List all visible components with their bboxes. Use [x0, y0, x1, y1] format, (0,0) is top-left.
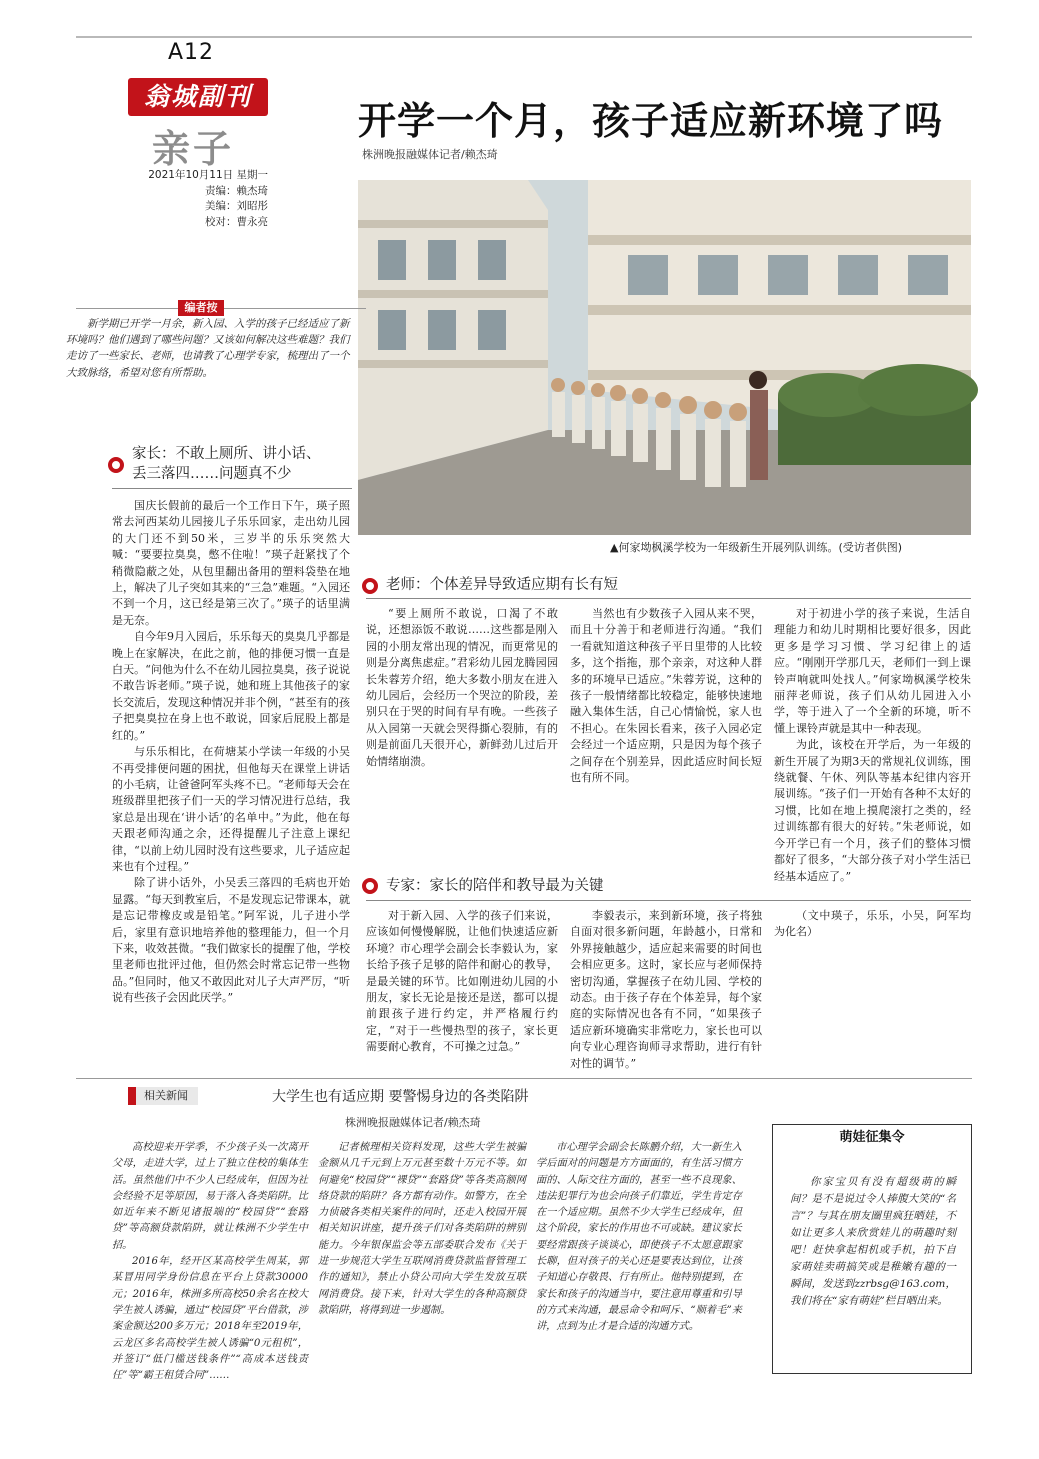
section3-col3: [774, 908, 971, 1038]
related-news-title: 大学生也有适应期 要警惕身边的各类陷阱: [272, 1089, 529, 1105]
paragraph: 当然也有少数孩子入园从来不哭，而且十分善于和老师进行沟通。“我们一看就知道这种孩子平日里带的人比较多，这个指拖，那个亲亲，对这种人群多的环境早已适应。”朱蓉芳说，这种的孩子一般情绪都比较稳定，能够快速地融入集体生活，自己心情愉悦，家人也不担心。在朱园长看来，孩子入园必定会经过一个适应期，只是因为每个孩子之间存在个别差异，因此适应时间长短也有所不同。: [570, 607, 762, 785]
section3-col1: [366, 908, 558, 1054]
school-courtyard-image: [358, 180, 971, 535]
paragraph: 对于初进小学的孩子来说，生活自理能力和幼儿时期相比要好很多，因此更多是学习习惯、学习纪律上的适应。“刚刚开学那几天，老师们一到上课铃声响就叫处找人。”何家坳枫溪学校朱丽萍老师说，孩子们从幼儿园进入小学，等于进入了一个全新的环境，听不懂上课铃声就是其中一种表现。: [774, 607, 971, 735]
paragraph: 对于新入园、入学的孩子们来说，应该如何慢慢解脱，让他们快速适应新环境？市心理学会副会长李毅认为，家长给予孩子足够的陪伴和耐心的教导，是最关键的环节。比如刚进幼儿园的小朋友，家长无论是接还是送，都可以提前跟孩子进行约定，并严格履行约定，“对于一些慢热型的孩子，家长更需要耐心教育，不可操之过急。”: [366, 909, 558, 1054]
paragraph: 为此，该校在开学后，为一年级的新生开展了为期3天的常规礼仪训练，围绕就餐、午休、列队等基本纪律内容开展训练。“孩子们一开始有各种不太好的习惯，比如在地上摸爬滚打之类的，经过训练都有很大的好转。”朱老师说，如今开学已有一个月，孩子们的整体习惯都好了很多，“大部分孩子对小学生活已经基本适应了。”: [774, 738, 971, 883]
related-news-col1: [112, 1140, 308, 1392]
section3-rule: [366, 900, 971, 901]
editor-note-tag: 编者按: [178, 300, 224, 316]
section2-col2: [570, 606, 762, 846]
paragraph: （文中瑛子，乐乐，小吴，阿军均为化名）: [774, 909, 971, 939]
proofreader-credit: 校对：曹永亮: [205, 215, 268, 228]
related-news-tag: 相关新闻: [128, 1087, 198, 1105]
related-news-rule: [76, 1078, 972, 1079]
page-number: A12: [168, 40, 215, 65]
section1-body: [112, 498, 350, 1038]
brand-logo: 翁城副刊: [128, 78, 268, 116]
section3-col2: [570, 908, 762, 1070]
article-headline: 开学一个月，孩子适应新环境了吗: [358, 99, 944, 143]
section1-rule: [112, 488, 352, 489]
top-rule: [76, 36, 972, 38]
section2-heading: 老师：个体差异导致适应期有长有短: [386, 577, 618, 593]
article-byline: 株洲晚报融媒体记者/赖杰琦: [362, 148, 498, 161]
paragraph: 国庆长假前的最后一个工作日下午，瑛子照常去河西某幼儿园接儿子乐乐回家，走出幼儿园的大门还不到50米，三岁半的乐乐突然大喊：“要要拉臭臭，憋不住啦！”瑛子赶紧找了个稍微隐蔽之处，从包里翻出备用的塑料袋垫在地上，解决了儿子突如其来的“三急”难题。“入园还不到一个月，这已经是第三次了。”瑛子的话里满是无奈。: [112, 499, 350, 627]
photo-caption: ▲何家坳枫溪学校为一年级新生开展列队训练。(受访者供图): [610, 541, 903, 554]
paragraph: 李毅表示，来到新环境，孩子将独自面对很多新问题，年龄越小，日常和外界接触越少，适应起来需要的时间也会相应更多。这时，家长应与老师保持密切沟通，掌握孩子在幼儿园、学校的动态。由于孩子存在个体差异，每个家庭的实际情况也各有不同，“如果孩子适应新环境确实非常吃力，家长也可以向专业心理咨询师寻求帮助，进行有针对性的调节。”: [570, 909, 762, 1070]
section3-heading: 专家：家长的陪伴和教导最为关键: [386, 878, 604, 894]
paragraph: 记者梳理相关资料发现，这些大学生被骗金额从几千元到上万元甚至数十万元不等。如何避免“校园贷”“裸贷”“套路贷”等各类高额网络贷款的陷阱？各方都有动作。如警方，在全力侦破各类相关案件的同时，还走入校园开展相关知识讲座，提升孩子们对各类陷阱的辨别能力。今年银保监会等五部委联合发布《关于进一步规范大学生互联网消费贷款监督管理工作的通知》，禁止小贷公司向大学生发放互联网消费贷。接下来，针对大学生的各种高额贷款陷阱，将得到进一步遏制。: [318, 1142, 526, 1316]
masthead-meta: [128, 168, 268, 230]
related-news-byline: 株洲晚报融媒体记者/赖杰琦: [345, 1116, 481, 1129]
related-news-col2: [318, 1140, 526, 1392]
section1-heading: 家长：不敢上厕所、讲小话、 丢三落四……问题真不少: [132, 446, 321, 482]
paragraph: 自今年9月入园后，乐乐每天的臭臭几乎都是晚上在家解决，在此之前，他的排便习惯一直是白天。“问他为什么不在幼儿园拉臭臭，孩子说说不敢告诉老师。”瑛子说，她和班上其他孩子的家长交流后，发现这种情况并非个例，“甚至有的孩子把臭臭拉在身上也不敢说，回家后屁股上都是红的。”: [112, 630, 350, 742]
call-for-submissions-text: 你家宝贝有没有超级萌的瞬间？是不是说过令人捧腹大笑的“名言”？与其在朋友圈里疯狂晒娃，不如让更多人来欣赏娃儿的萌趣时刻吧！赶快拿起相机或手机，拍下自家萌娃卖萌搞笑或是稚嫩有趣的一瞬间，发送到zzrbsg@163.com，我们将在“家有萌娃”栏目晒出来。: [790, 1176, 956, 1307]
paragraph: 除了讲小话外，小吴丢三落四的毛病也开始显露。“每天到教室后，不是发现忘记带课本，就是忘记带橡皮或是铅笔。”阿军说，儿子进小学后，家里有意识地培养他的整理能力，但一个月下来，收效甚微。“我们做家长的提醒了他，学校里老师也批评过他，但仍然会时常忘记带一些物品。”但同时，他又不敢因此对儿子大声严厉，“听说有些孩子会因此厌学。”: [112, 876, 350, 1005]
related-news-col3: [536, 1140, 742, 1392]
paragraph: “要上厕所不敢说，口渴了不敢说，还想添饭不敢说……这些都是刚入园的小朋友常出现的情况，而更常见的则是分离焦虑症。”君彩幼儿园龙腾园园长朱蓉芳介绍，绝大多数小朋友在进入幼儿园后，会经历一个哭泣的阶段，差别只在于哭的时间有早有晚。一些孩子从入园第一天就会哭得撕心裂肺，有的则是前面几天很开心，新鲜劲儿过后开始情绪崩溃。: [366, 607, 558, 768]
paragraph: 高校迎来开学季，不少孩子头一次离开父母，走进大学，过上了独立住校的集体生活。虽然他们中不少人已经成年，但因为社会经验不足等原因，易于落入各类陷阱。比如近年来不断见诸报端的“校园贷”“套路贷”等高额贷款陷阱，就让株洲不少学生中招。: [112, 1142, 308, 1251]
paragraph: 2016年，经开区某高校学生周某，郭某冒用同学身份信息在平台上贷款30000元；2016年，株洲多所高校50余名在校大学生被人诱骗，通过“校园贷”平台借款，涉案金额达200多万元；2018年至2019年，云龙区多名高校学生被人诱骗“0元租机”，并签订“低门槛送钱条件”“高成本送钱责任”等“霸王租赁合同”……: [112, 1256, 308, 1382]
issue-date: 2021年10月11日 星期一: [148, 169, 268, 181]
editor-note: 新学期已开学一月余，新入园、入学的孩子已经适应了新环境吗？他们遇到了哪些问题？又该如何解决这些难题？我们走访了一些家长、老师，也请教了心理学专家，梳理出了一个大致脉络，希望对您有所帮助。: [66, 318, 350, 379]
call-for-submissions-title: 萌娃征集令: [820, 1126, 924, 1145]
article-photo: [358, 180, 971, 535]
section2-col1: [366, 606, 558, 846]
section2-rule: [366, 598, 971, 599]
editor-credit: 责编：赖杰琦: [205, 184, 268, 197]
section2-col3: [774, 606, 971, 883]
paragraph: 市心理学会副会长陈鹏介绍，大一新生入学后面对的问题是方方面面的，有生活习惯方面的、人际交往方面的，甚至一些不良现象、违法犯罪行为也会向孩子们靠近，学生肯定存在一个适应期。虽然不少大学生已经成年，但这个阶段，家长的作用也不可或缺。建议家长要经常跟孩子谈谈心，即使孩子不太愿意跟家长聊，但对孩子的关心还是要表达到位，让孩子知道心存敬畏、行有所止。他特别提到，在家长和孩子的沟通当中，要注意用尊重和引导的方式来沟通，最忌命令和呵斥、“顺着毛”来讲，点到为止才是合适的沟通方式。: [536, 1142, 742, 1333]
paragraph: 与乐乐相比，在荷塘某小学读一年级的小吴不再受排便问题的困扰，但他每天在课堂上讲话的小毛病，让爸爸阿军头疼不已。“老师每天会在班级群里把孩子们一天的学习情况进行总结，我家总是出现在‘讲小话’的名单中。”为此，他在每天跟老师沟通之余，还得提醒儿子注意上课纪律，“以前上幼儿园时没有这些要求，儿子适应起来也有个过程。”: [112, 745, 350, 873]
section-title: 亲子: [152, 126, 235, 171]
designer-credit: 美编：刘昭彤: [205, 200, 268, 212]
